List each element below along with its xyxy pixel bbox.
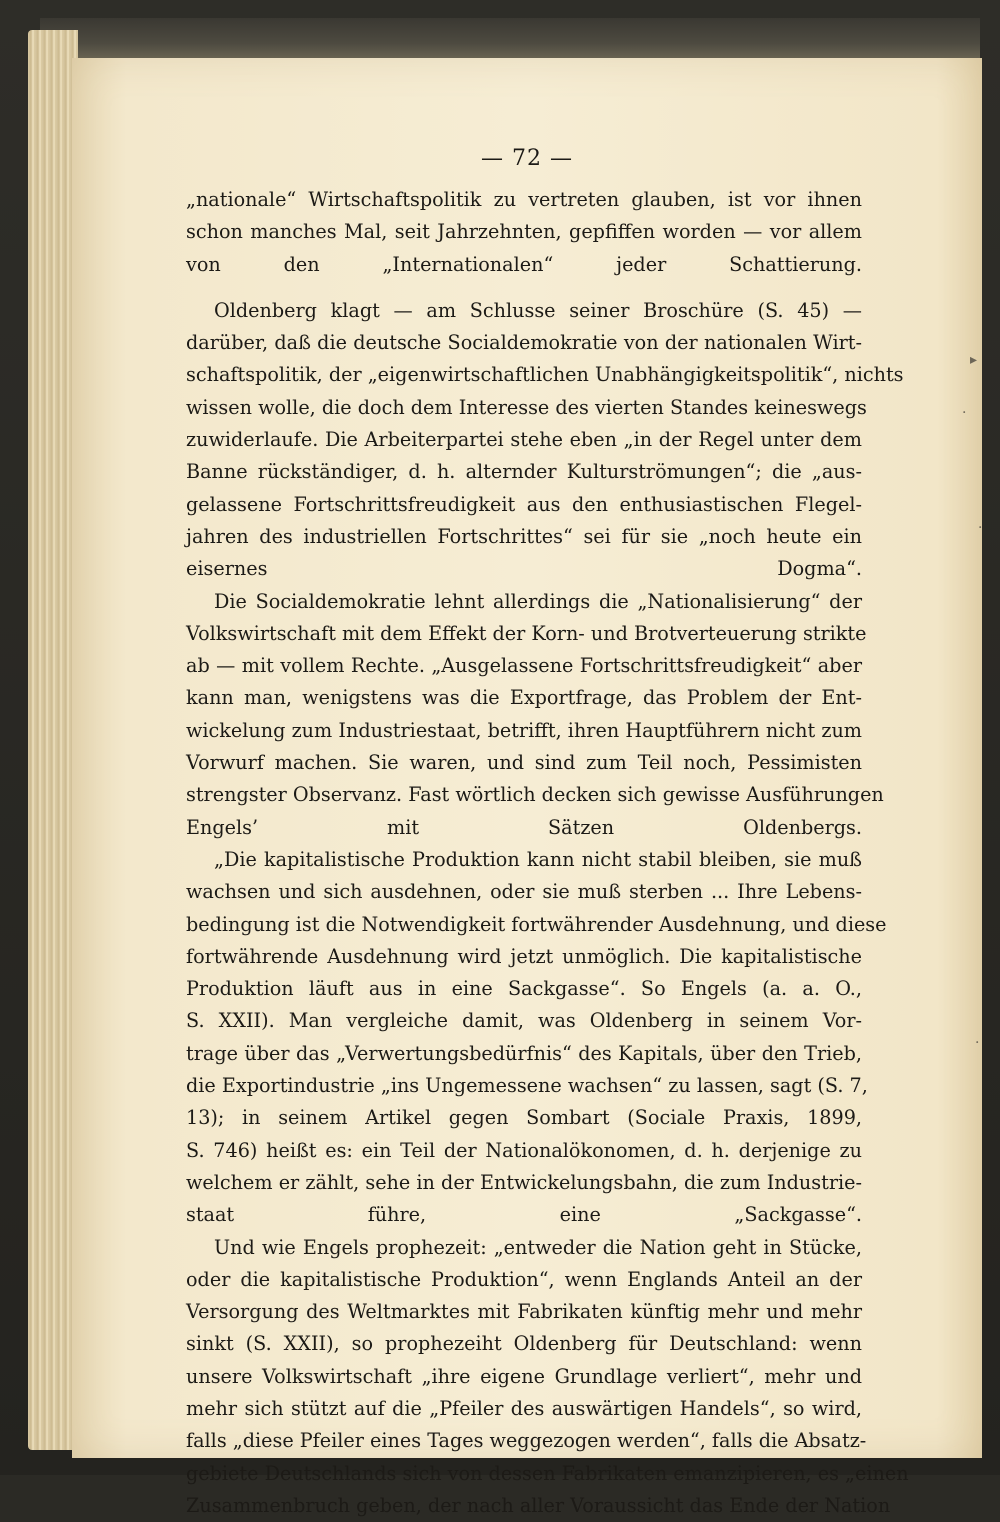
- paragraph-4: [186, 844, 862, 1232]
- text-line: 13); in seinem Artikel gegen Sombart (Sociale Praxis, 1899,: [186, 1102, 862, 1134]
- paragraph-3: [186, 586, 862, 844]
- text-line: bedingung ist die Notwendigkeit fortwährender Ausdehnung, und diese: [186, 909, 862, 941]
- text-line: Versorgung des Weltmarktes mit Fabrikaten künftig mehr und mehr: [186, 1296, 862, 1328]
- text-line: fortwährende Ausdehnung wird jetzt unmöglich. Die kapitalistische: [186, 941, 862, 973]
- text-line: eisernes Dogma“.: [186, 553, 862, 585]
- text-line: gebiete Deutschlands sich von dessen Fabrikaten emanzipieren, es „einen: [186, 1458, 862, 1490]
- text-line: schaftspolitik, der „eigenwirtschaftlichen Unabhängigkeitspolitik“, nichts: [186, 359, 862, 391]
- text-line: „Die kapitalistische Produktion kann nicht stabil bleiben, sie muß: [186, 844, 862, 876]
- margin-tick-mark: ·: [962, 405, 966, 421]
- text-line: Engels’ mit Sätzen Oldenbergs.: [186, 812, 862, 844]
- text-line: von den „Internationalen“ jeder Schattierung.: [186, 249, 862, 281]
- text-line: Zusammenbruch geben, der nach aller Voraussicht das Ende der Nation: [186, 1490, 862, 1522]
- text-line: Banne rückständiger, d. h. alternder Kulturströmungen“; die „aus-: [186, 456, 862, 488]
- text-line: jahren des industriellen Fortschrittes“ sei für sie „noch heute ein: [186, 521, 862, 553]
- text-line: unsere Volkswirtschaft „ihre eigene Grundlage verliert“, mehr und: [186, 1361, 862, 1393]
- paragraph-2: [186, 295, 862, 586]
- paragraph-5: [186, 1232, 862, 1522]
- text-line: die Exportindustrie „ins Ungemessene wachsen“ zu lassen, sagt (S. 7,: [186, 1070, 862, 1102]
- margin-tick-mark: ▸: [970, 352, 977, 368]
- paragraph-1: [186, 184, 862, 281]
- page-edges: [28, 30, 78, 1450]
- text-line: strengster Observanz. Fast wörtlich decken sich gewisse Ausführungen: [186, 779, 862, 811]
- text-line: staat führe, eine „Sackgasse“.: [186, 1199, 862, 1231]
- text-line: schon manches Mal, seit Jahrzehnten, gepfiffen worden — vor allem: [186, 216, 862, 248]
- text-line: Volkswirtschaft mit dem Effekt der Korn- und Brotverteuerung strikte: [186, 618, 862, 650]
- text-line: ab — mit vollem Rechte. „Ausgelassene Fortschrittsfreudigkeit“ aber: [186, 650, 862, 682]
- text-line: Vorwurf machen. Sie waren, und sind zum Teil noch, Pessimisten: [186, 747, 862, 779]
- body-text: [186, 184, 862, 1522]
- text-line: kann man, wenigstens was die Exportfrage, das Problem der Ent-: [186, 682, 862, 714]
- text-line: trage über das „Verwertungsbedürfnis“ des Kapitals, über den Trieb,: [186, 1038, 862, 1070]
- text-line: S. 746) heißt es: ein Teil der Nationalökonomen, d. h. derjenige zu: [186, 1135, 862, 1167]
- page-number: — 72 —: [72, 146, 982, 171]
- text-line: Produktion läuft aus in eine Sackgasse“. So Engels (a. a. O.,: [186, 973, 862, 1005]
- text-line: „nationale“ Wirtschaftspolitik zu vertreten glauben, ist vor ihnen: [186, 184, 862, 216]
- text-line: zuwiderlaufe. Die Arbeiterpartei stehe eben „in der Regel unter dem: [186, 424, 862, 456]
- text-line: wickelung zum Industriestaat, betrifft, ihren Hauptführern nicht zum: [186, 715, 862, 747]
- text-line: Oldenberg klagt — am Schlusse seiner Broschüre (S. 45) —: [186, 295, 862, 327]
- text-line: sinkt (S. XXII), so prophezeiht Oldenberg für Deutschland: wenn: [186, 1328, 862, 1360]
- text-line: Die Socialdemokratie lehnt allerdings die „Nationalisierung“ der: [186, 586, 862, 618]
- text-line: S. XXII). Man vergleiche damit, was Oldenberg in seinem Vor-: [186, 1005, 862, 1037]
- text-line: gelassene Fortschrittsfreudigkeit aus den enthusiastischen Flegel-: [186, 489, 862, 521]
- text-line: wachsen und sich ausdehnen, oder sie muß sterben ... Ihre Lebens-: [186, 876, 862, 908]
- text-line: oder die kapitalistische Produktion“, wenn Englands Anteil an der: [186, 1264, 862, 1296]
- margin-tick-mark: ·: [978, 520, 982, 536]
- text-line: wissen wolle, die doch dem Interesse des vierten Standes keineswegs: [186, 392, 862, 424]
- text-line: darüber, daß die deutsche Socialdemokratie von der nationalen Wirt-: [186, 327, 862, 359]
- text-line: Und wie Engels prophezeit: „entweder die Nation geht in Stücke,: [186, 1232, 862, 1264]
- text-line: welchem er zählt, sehe in der Entwickelungsbahn, die zum Industrie-: [186, 1167, 862, 1199]
- text-line: falls „diese Pfeiler eines Tages weggezogen werden“, falls die Absatz-: [186, 1425, 862, 1457]
- margin-tick-mark: ·: [975, 1035, 979, 1051]
- text-line: mehr sich stützt auf die „Pfeiler des auswärtigen Handels“, so wird,: [186, 1393, 862, 1425]
- book-top-edge: [40, 18, 980, 60]
